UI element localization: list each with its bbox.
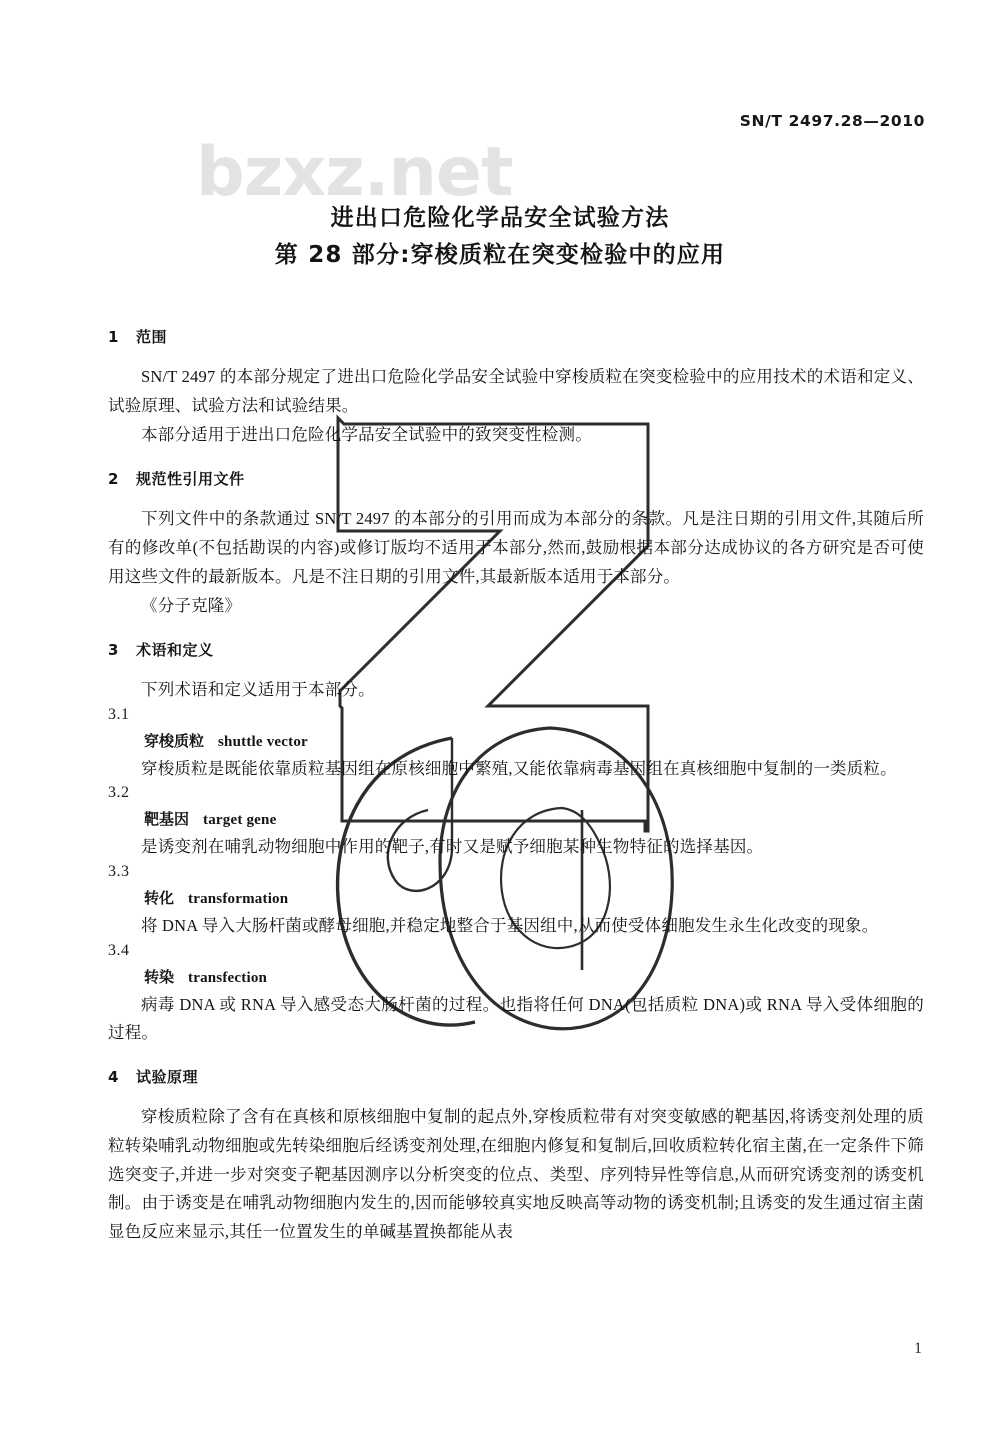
section-number-1: 1 [108,328,119,346]
definition-3-3: 将 DNA 导入大肠杆菌或酵母细胞,并稳定地整合于基因组中,从而使受体细胞发生永生化改变的现象。 [141,916,879,936]
term-en-3-1: shuttle vector [218,733,308,750]
section-heading-3 [108,639,924,660]
term-en-3-2: target gene [203,812,277,829]
term-en-3-4: transfection [188,969,268,986]
title-line-2: 第 28 部分:穿梭质粒在突变检验中的应用 [274,242,726,269]
section-3-paragraph-1: 下列术语和定义适用于本部分。 [141,679,375,699]
clause-number-3-1: 3.1 [108,705,130,723]
page-title [0,200,1000,275]
section-title-3: 术语和定义 [136,640,214,659]
definition-3-4: 病毒 DNA 或 RNA 导入感受态大肠杆菌的过程。也指将任何 DNA(包括质粒 DNA)或 RNA 导入受体细胞的过程。 [108,994,924,1043]
section-number-2: 2 [108,470,119,489]
page-number: 1 [914,1340,922,1357]
section-title-2: 规范性引用文件 [136,470,245,489]
definition-3-1: 穿梭质粒是既能依靠质粒基因组在原核细胞中繁殖,又能依靠病毒基因组在真核细胞中复制的一类质粒。 [141,758,897,778]
section-2-paragraph-1: 下列文件中的条款通过 SN/T 2497 的本部分的引用而成为本部分的条款。凡是注日期的引用文件,其随后所有的修改单(不包括勘误的内容)或修订版均不适用于本部分,然而,鼓励根据本部分达成协议的各方研究是否可使用这些文件的最新版本。凡是不注日期的引用文件,其最新版本适用于本部分。 [108,509,924,586]
section-number-3: 3 [108,640,119,659]
clause-number-3-4: 3.4 [108,941,130,959]
term-cn-3-3: 转化 [144,889,175,908]
section-title-1: 范围 [136,328,168,346]
section-1-paragraph-2: 本部分适用于进出口危险化学品安全试验中的致突变性检测。 [141,425,592,445]
section-2-reference-title: 《分子克隆》 [141,596,242,616]
section-heading-2 [108,468,924,489]
section-heading-4 [108,1066,924,1087]
term-3-4 [144,966,924,987]
clause-number-3-3: 3.3 [108,863,130,881]
clause-number-3-2: 3.2 [108,784,130,802]
term-cn-3-4: 转染 [144,967,175,986]
section-1-paragraph-1: SN/T 2497 的本部分规定了进出口危险化学品安全试验中穿梭质粒在突变检验中的应用技术的术语和定义、试验原理、试验方法和试验结果。 [108,367,924,415]
section-4-paragraph-1: 穿梭质粒除了含有在真核和原核细胞中复制的起点外,穿梭质粒带有对突变敏感的靶基因,将诱变剂处理的质粒转染哺乳动物细胞或先转染细胞后经诱变剂处理,在细胞内修复和复制后,回收质粒转化宿主菌,在一定条件下筛选突变子,并进一步对突变子靶基因测序以分析突变的位点、类型、序列特异性等信息,从而研究诱变剂的诱变机制。由于诱变是在哺乳动物细胞内发生的,因而能够较真实地反映高等动物的诱变机制;且诱变的发生通过宿主菌显色反应来显示,其任一位置发生的单碱基置换都能从表 [108,1107,924,1241]
term-3-1 [144,730,924,751]
title-line-1: 进出口危险化学品安全试验方法 [330,205,670,231]
term-3-3 [144,887,924,908]
term-cn-3-1: 穿梭质粒 [144,731,205,750]
term-en-3-3: transformation [188,891,289,908]
section-number-4: 4 [108,1068,119,1087]
section-heading-1 [108,326,924,347]
term-cn-3-2: 靶基因 [144,810,190,829]
standard-number-header: SN/T 2497.28—2010 [739,112,925,130]
definition-3-2: 是诱变剂在哺乳动物细胞中作用的靶子,有时又是赋予细胞某种生物特征的选择基因。 [141,837,764,857]
term-3-2 [144,808,924,829]
document-body [108,326,924,1248]
site-watermark-text: bzxz.net [196,133,513,212]
section-title-4: 试验原理 [136,1068,199,1087]
